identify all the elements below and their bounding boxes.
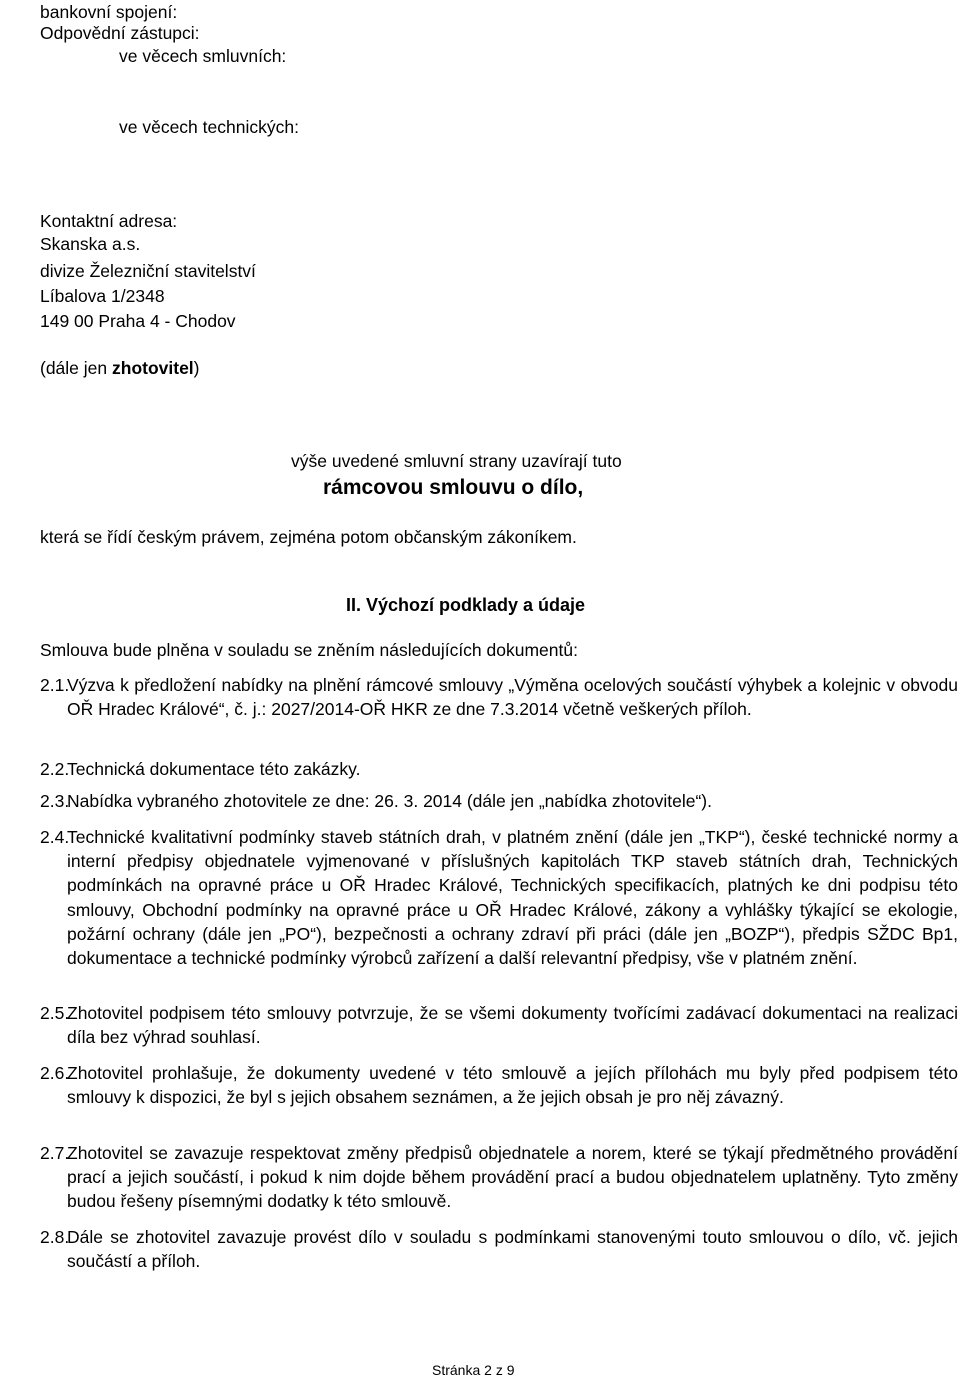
technical-label: ve věcech technických: bbox=[119, 117, 299, 137]
representatives-label: Odpovědní zástupci: bbox=[40, 23, 200, 43]
city-address: 149 00 Praha 4 - Chodov bbox=[40, 311, 236, 331]
item-text: Zhotovitel podpisem této smlouvy potvrzuje, že se všemi dokumenty tvořícími zadávací dokumentaci na realizaci díla bez výhrad souhlasí. bbox=[67, 1003, 958, 1048]
item-number: 2.5. bbox=[40, 1003, 70, 1023]
item-number: 2.1. bbox=[40, 675, 70, 695]
item-number: 2.7. bbox=[40, 1143, 70, 1163]
contractor-prefix: (dále jen bbox=[40, 358, 112, 378]
item-number: 2.4. bbox=[40, 827, 70, 847]
contractor-suffix: ) bbox=[193, 358, 200, 378]
preamble-line: výše uvedené smluvní strany uzavírají tuto bbox=[291, 451, 622, 471]
item-number: 2.6. bbox=[40, 1063, 70, 1083]
bank-label: bankovní spojení: bbox=[40, 2, 178, 22]
contract-title: rámcovou smlouvu o dílo, bbox=[323, 476, 584, 499]
item-number: 2.8. bbox=[40, 1227, 70, 1247]
item-number: 2.2. bbox=[40, 759, 70, 779]
contractor-definition bbox=[40, 357, 200, 379]
item-text: Zhotovitel prohlašuje, že dokumenty uvedené v této smlouvě a jejích přílohách mu byly před podpisem této smlouvy k dispozici, že byl s jejich obsahem seznámen, a že jejich obsah je pro něj závazný. bbox=[67, 1063, 958, 1108]
page-number: Stránka 2 z 9 bbox=[432, 1362, 515, 1378]
item-text: Výzva k předložení nabídky na plnění rámcové smlouvy „Výměna ocelových součástí výhybek a kolejnic v obvodu OŘ Hradec Králové“, č. j.: 2027/2014-OŘ HKR ze dne 7.3.2014 včetně veškerých příloh. bbox=[67, 675, 958, 720]
section-intro: Smlouva bude plněna v souladu se zněním následujících dokumentů: bbox=[40, 640, 578, 660]
street-address: Líbalova 1/2348 bbox=[40, 286, 165, 306]
item-text: Zhotovitel se zavazuje respektovat změny předpisů objednatele a norem, které se týkají předmětného provádění prací a jejich součástí, i pokud k nim dojde během provádění prací a budou objednatelem uplatněny. Tyto změny budou řešeny písemnými dodatky k této smlouvě. bbox=[67, 1143, 958, 1212]
item-text: Technická dokumentace této zakázky. bbox=[67, 759, 361, 779]
division-name: divize Železniční stavitelství bbox=[40, 261, 256, 281]
contractual-label: ve věcech smluvních: bbox=[119, 46, 287, 66]
item-text: Nabídka vybraného zhotovitele ze dne: 26. 3. 2014 (dále jen „nabídka zhotovitele“). bbox=[67, 791, 712, 811]
item-text: Technické kvalitativní podmínky staveb státních drah, v platném znění (dále jen „TKP“), české technické normy a interní předpisy objednatele vyjmenované v příslušných kapitolách TKP staveb státních drah, Technických podmínkách na opravné práce u OŘ Hradec Králové, Technických specifikacích, platných ke dni podpisu této smlouvy, Obchodní podmínky na opravné práce u OŘ Hradec Králové, zákony a vyhlášky týkající se ekologie, požární ochrany (dále jen „PO“), bezpečnosti a ochrany zdraví při práci (dále jen „BOZP“), předpis SŽDC Bp1, dokumentace a technické podmínky výrobců zařízení a další relevantní předpisy, vše v platném znění. bbox=[67, 827, 958, 969]
section-heading: II. Výchozí podklady a údaje bbox=[346, 595, 586, 615]
contractor-term: zhotovitel bbox=[112, 358, 194, 378]
item-text: Dále se zhotovitel zavazuje provést dílo v souladu s podmínkami stanovenými touto smlouvou o dílo, vč. jejich součástí a příloh. bbox=[67, 1227, 958, 1272]
governing-law-line: která se řídí českým právem, zejména potom občanským zákoníkem. bbox=[40, 527, 577, 547]
contact-label: Kontaktní adresa: bbox=[40, 211, 178, 231]
company-name: Skanska a.s. bbox=[40, 234, 141, 254]
item-number: 2.3. bbox=[40, 791, 70, 811]
